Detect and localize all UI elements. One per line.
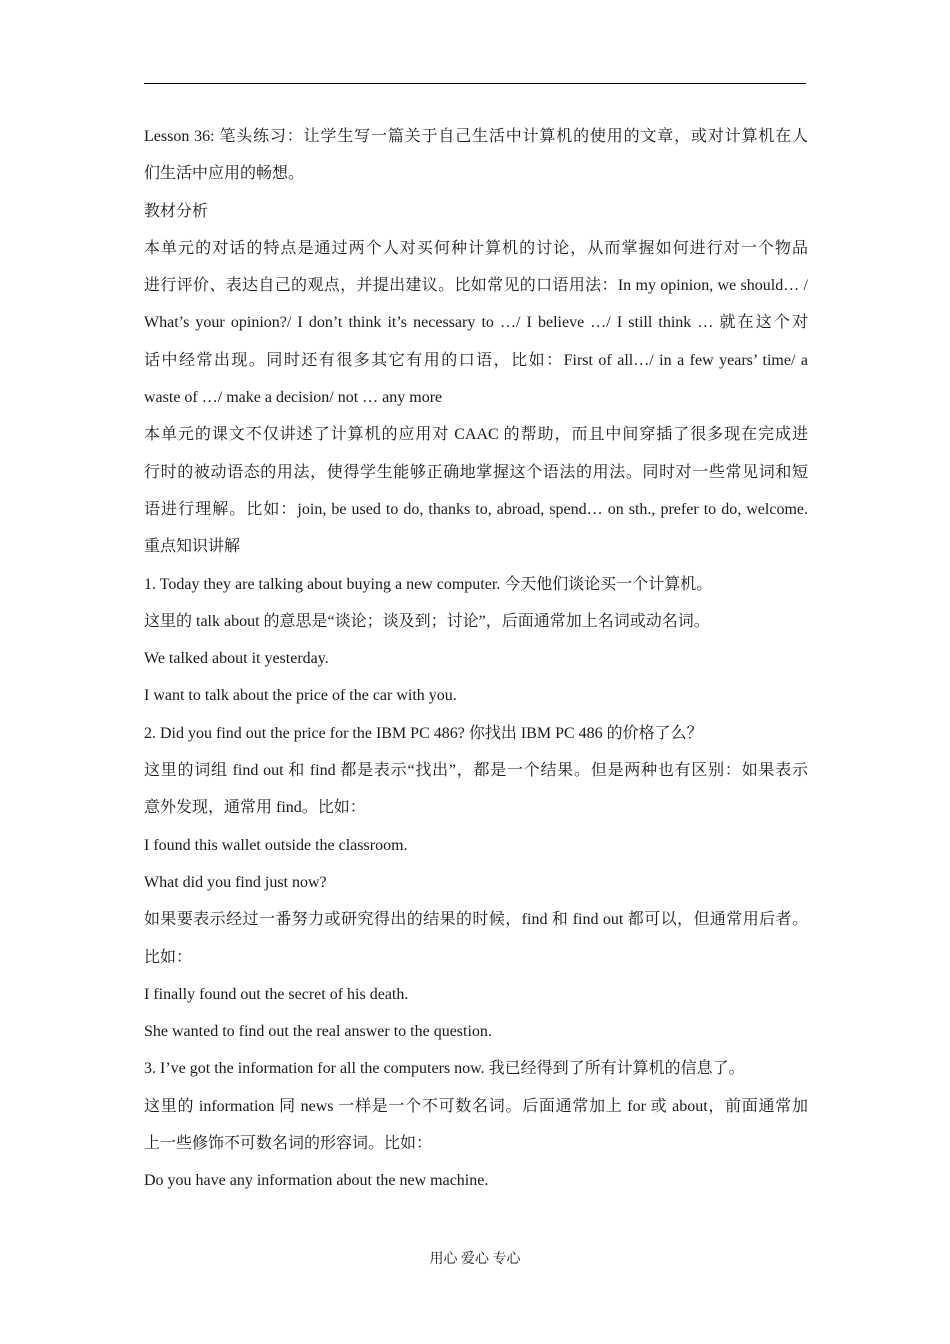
text-line: What did you find just now? [144,873,327,891]
text-line: 1. Today they are talking about buying a new computer. 今天他们谈论买一个计算机。 [144,575,713,593]
text-line: 本单元的对话的特点是通过两个人对买何种计算机的讨论，从而掌握如何进行对一个物品 [144,239,808,257]
text-line: 2. Did you find out the price for the IBM PC 486? 你找出 IBM PC 486 的价格了么？ [144,724,703,742]
header-rule [144,83,806,84]
text-line: 教材分析 [144,202,209,220]
text-line: She wanted to find out the real answer to the question. [144,1023,492,1041]
text-line: 话中经常出现。同时还有很多其它有用的口语，比如：First of all…/ in a few years’ time/ a [144,351,808,369]
text-line: What’s your opinion?/ I don’t think it’s necessary to …/ I believe …/ I still think … 就在这个对 [144,314,808,332]
text-line: 意外发现，通常用 find。比如： [144,799,366,817]
text-line: I finally found out the secret of his death. [144,985,409,1003]
text-line: 如果要表示经过一番努力或研究得出的结果的时候，find 和 find out 都可以，但通常用后者。 [144,911,808,929]
text-line: We talked about it yesterday. [144,650,329,668]
page-footer: 用心 爱心 专心 [429,1252,521,1267]
text-line: I found this wallet outside the classroom. [144,836,408,854]
document-body [144,118,808,1200]
text-line: 这里的 talk about 的意思是“谈论；谈及到；讨论”，后面通常加上名词或动名词。 [144,612,710,630]
text-line: 们生活中应用的畅想。 [144,165,305,183]
text-line: 行时的被动语态的用法，使得学生能够正确地掌握这个语法的用法。同时对一些常见词和短 [144,463,808,481]
text-line: Lesson 36: 笔头练习：让学生写一篇关于自己生活中计算机的使用的文章，或对计算机在人 [144,128,808,145]
text-line: Do you have any information about the new machine. [144,1172,489,1190]
text-line: I want to talk about the price of the car with you. [144,687,457,705]
text-line: 这里的词组 find out 和 find 都是表示“找出”，都是一个结果。但是两种也有区别：如果表示 [144,762,808,780]
text-line: 进行评价、表达自己的观点，并提出建议。比如常见的口语用法：In my opinion, we should… / [144,277,808,295]
text-line: 上一些修饰不可数名词的形容词。比如： [144,1135,433,1153]
text-line: 这里的 information 同 news 一样是一个不可数名词。后面通常加上 for 或 about，前面通常加 [144,1097,808,1115]
text-line: 3. I’ve got the information for all the computers now. 我已经得到了所有计算机的信息了。 [144,1060,745,1078]
text-line: waste of …/ make a decision/ not … any more [144,389,443,407]
text-line: 本单元的课文不仅讲述了计算机的应用对 CAAC 的帮助，而且中间穿插了很多现在完成进 [144,426,808,444]
text-line: 语进行理解。比如：join, be used to do, thanks to, abroad, spend… on sth., prefer to do, welcome. [144,500,808,518]
text-line: 重点知识讲解 [144,538,241,556]
text-line: 比如： [144,948,193,966]
